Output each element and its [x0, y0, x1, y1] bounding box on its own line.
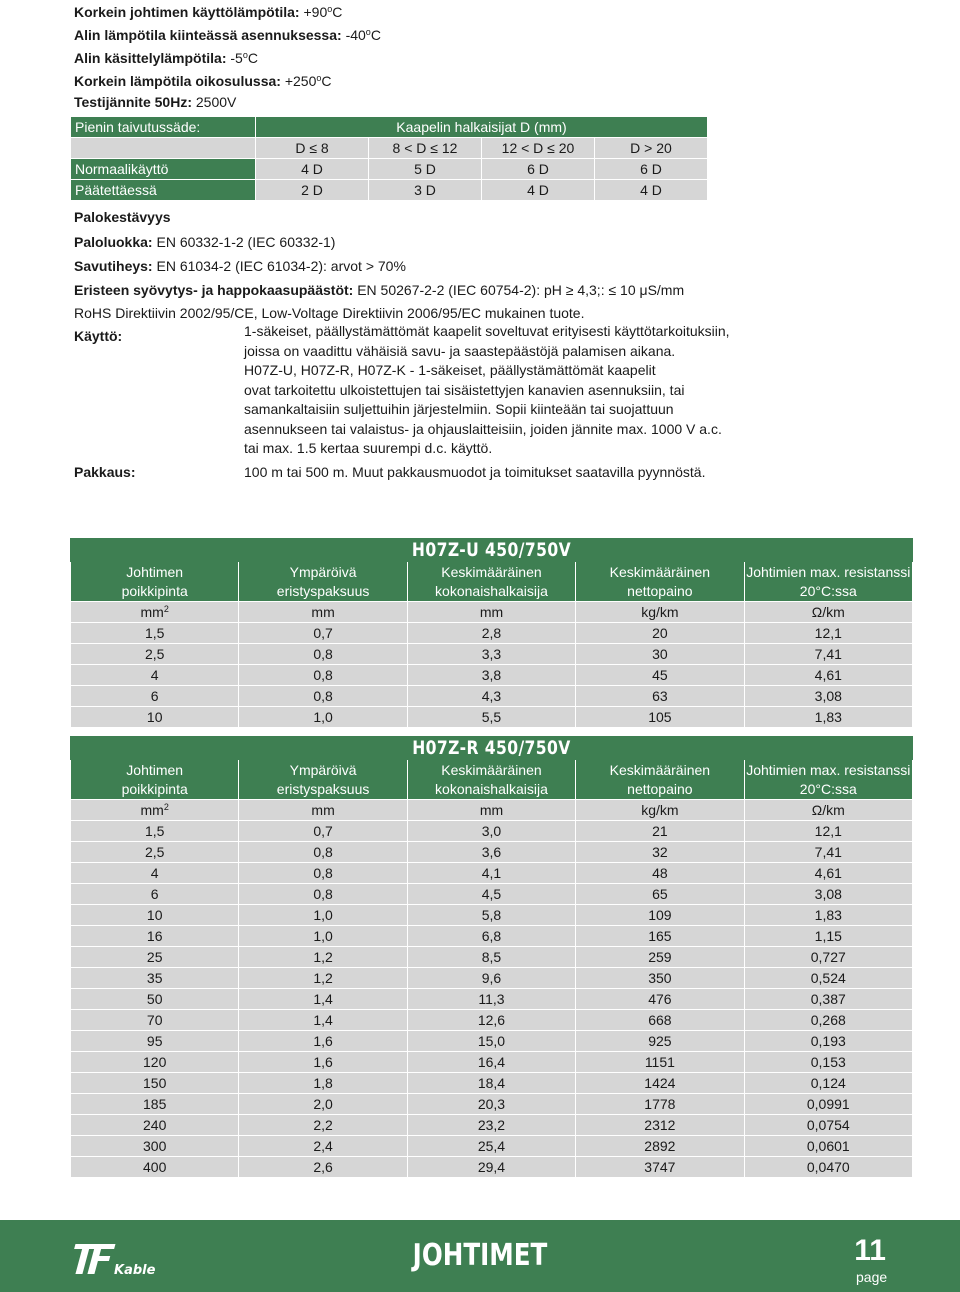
table-h07z-u — [70, 538, 913, 728]
table-cell: 25,4 — [407, 1136, 575, 1157]
table-cell: 476 — [576, 989, 744, 1010]
table-cell: 1151 — [576, 1052, 744, 1073]
table-cell: 7,41 — [744, 644, 912, 665]
units-row: $mm^2$ mm mm kg/km Ω/km — [71, 602, 913, 623]
table-cell: 16 — [71, 926, 239, 947]
table-cell: 65 — [576, 884, 744, 905]
table-row — [71, 665, 913, 686]
packing-value: 100 m tai 500 m. Muut pakkausmuodot ja toimitukset saatavilla pyynnöstä. — [244, 464, 706, 480]
spec-max-short-temp: Korkein lämpötila oikosulussa: $+250^oC$ — [74, 73, 332, 89]
table-cell: 1,83 — [744, 707, 912, 728]
col-header-diameter: Keskimääräinen kokonaishalkaisija — [407, 562, 575, 602]
table-cell: 6 — [71, 884, 239, 905]
table-cell: 9,6 — [407, 968, 575, 989]
bend-row-label: Päätettäessä — [71, 180, 256, 201]
table-cell: 0,0991 — [744, 1094, 912, 1115]
table-cell: 350 — [576, 968, 744, 989]
table-cell: 165 — [576, 926, 744, 947]
table-cell: 0,0601 — [744, 1136, 912, 1157]
spec-min-fixed-temp: Alin lämpötila kiinteässä asennuksessa: -40$^o$C — [74, 27, 381, 43]
table-cell: 10 — [71, 905, 239, 926]
bend-cell: 4 D — [256, 159, 369, 180]
table-cell: 4,1 — [407, 863, 575, 884]
table-cell: 6,8 — [407, 926, 575, 947]
col-header-cross-section: Johtimen poikkipinta — [71, 760, 239, 800]
table-cell: 2892 — [576, 1136, 744, 1157]
bend-cell: 6 D — [482, 159, 595, 180]
table-title: H07Z-U 450/750V — [70, 538, 913, 562]
units-row: $mm^2$ mm mm kg/km Ω/km — [71, 800, 913, 821]
bend-row-label: Normaalikäyttö — [71, 159, 256, 180]
table-cell: 8,5 — [407, 947, 575, 968]
table-cell: 50 — [71, 989, 239, 1010]
col-header-insulation: Ympäröivä eristyspaksuus — [239, 760, 407, 800]
bend-cell: 2 D — [256, 180, 369, 201]
table-cell: 2,4 — [239, 1136, 407, 1157]
table-cell: 0,727 — [744, 947, 912, 968]
table-cell: 2,8 — [407, 623, 575, 644]
usage-text: 1-säkeiset, päällystämättömät kaapelit soveltuvat erityisesti käyttötarkoituksiin, joissa on vaadittu vähäisiä savu- ja saastepäästöjä palamisen aikana. H07Z-U, H07Z-R, H07Z-K - 1-säkeiset, päällystämättömät kaapelit ovat tarkoitettu ulkoistettujen tai sisäistettyjen kanavien asennuksiin, tai samankaltaisiin suljettuihin järjestelmiin. Sopii kiinteään tai suojattuun asennukseen tai valaistus- ja ohjauslaitteisiin, joiden jännite max. 1000 V a.c. tai max. 1.5 kertaa suurempi d.c. käyttö. — [244, 323, 730, 456]
bend-cell: 4 D — [595, 180, 708, 201]
table-cell: 63 — [576, 686, 744, 707]
table-cell: 120 — [71, 1052, 239, 1073]
table-cell: 2,2 — [239, 1115, 407, 1136]
page-number: 11 — [854, 1234, 886, 1267]
table-cell: 4 — [71, 863, 239, 884]
table-cell: 0,8 — [239, 842, 407, 863]
page-footer — [0, 1220, 960, 1292]
table-cell: 30 — [576, 644, 744, 665]
bend-title: Pienin taivutussäde: — [71, 117, 256, 138]
spec-max-op-temp: Korkein johtimen käyttölämpötila: $+90^oC$ — [74, 4, 343, 20]
table-cell: 35 — [71, 968, 239, 989]
table-cell: 1,0 — [239, 707, 407, 728]
spec-test-voltage: Testijännite 50Hz: 2500V — [74, 94, 237, 110]
table-cell: 4,61 — [744, 665, 912, 686]
table-cell: 20 — [576, 623, 744, 644]
table-cell: 925 — [576, 1031, 744, 1052]
table-cell: 240 — [71, 1115, 239, 1136]
col-header-resistance: Johtimien max. resistanssi 20°C:ssa — [744, 562, 912, 602]
table-cell: 2,5 — [71, 842, 239, 863]
table-cell: 32 — [576, 842, 744, 863]
table-cell: 0,268 — [744, 1010, 912, 1031]
table-cell: 3747 — [576, 1157, 744, 1178]
table-cell: 3,08 — [744, 686, 912, 707]
rohs-text: RoHS Direktiivin 2002/95/CE, Low-Voltage Direktiivin 2006/95/EC mukainen tuote. — [74, 305, 585, 321]
table-cell: 3,3 — [407, 644, 575, 665]
table-cell: 150 — [71, 1073, 239, 1094]
table-cell: 1,6 — [239, 1031, 407, 1052]
table-row — [71, 926, 913, 947]
table-cell: 1424 — [576, 1073, 744, 1094]
table-cell: 1,8 — [239, 1073, 407, 1094]
table-row — [71, 884, 913, 905]
table-row — [71, 686, 913, 707]
table-cell: 0,153 — [744, 1052, 912, 1073]
table-row — [71, 842, 913, 863]
table-cell: 18,4 — [407, 1073, 575, 1094]
table-cell: 1,5 — [71, 821, 239, 842]
table-cell: 16,4 — [407, 1052, 575, 1073]
packing-label: Pakkaus: — [74, 464, 136, 480]
table-row — [71, 1073, 913, 1094]
col-header-resistance: Johtimien max. resistanssi 20°C:ssa — [744, 760, 912, 800]
svg-text:Kable: Kable — [114, 1263, 156, 1278]
table-cell: 1,0 — [239, 905, 407, 926]
fire-smoke: Savutiheys: EN 61034-2 (IEC 61034-2): arvot > 70% — [74, 258, 406, 274]
table-cell: 15,0 — [407, 1031, 575, 1052]
table-row — [71, 623, 913, 644]
table-title: H07Z-R 450/750V — [70, 736, 913, 760]
table-cell: 400 — [71, 1157, 239, 1178]
table-cell: 0,0470 — [744, 1157, 912, 1178]
table-header-row — [71, 562, 913, 602]
table-cell: 668 — [576, 1010, 744, 1031]
table-cell: 29,4 — [407, 1157, 575, 1178]
col-header-weight: Keskimääräinen nettopaino — [576, 760, 744, 800]
table-cell: 300 — [71, 1136, 239, 1157]
table-cell: 70 — [71, 1010, 239, 1031]
table-cell: 0,193 — [744, 1031, 912, 1052]
table-row — [71, 947, 913, 968]
table-cell: 1778 — [576, 1094, 744, 1115]
table-cell: 12,6 — [407, 1010, 575, 1031]
table-cell: 2312 — [576, 1115, 744, 1136]
table-cell: 0,0754 — [744, 1115, 912, 1136]
table-cell: 105 — [576, 707, 744, 728]
table-cell: 23,2 — [407, 1115, 575, 1136]
spec-min-handling-temp: Alin käsittelylämpötila: -5$^o$C — [74, 50, 258, 66]
usage-label: Käyttö: — [74, 328, 123, 344]
bend-radius-table — [70, 116, 708, 201]
table-row — [71, 1157, 913, 1178]
table-row — [71, 1031, 913, 1052]
table-cell: 0,8 — [239, 686, 407, 707]
table-cell: 0,8 — [239, 863, 407, 884]
table-cell: 2,6 — [239, 1157, 407, 1178]
table-row — [71, 968, 913, 989]
table-cell: 1,2 — [239, 968, 407, 989]
table-cell: 10 — [71, 707, 239, 728]
table-cell: 185 — [71, 1094, 239, 1115]
table-cell: 6 — [71, 686, 239, 707]
bend-col-header: 12 < D ≤ 20 — [482, 138, 595, 159]
table-cell: 1,4 — [239, 1010, 407, 1031]
table-cell: 12,1 — [744, 821, 912, 842]
col-header-weight: Keskimääräinen nettopaino — [576, 562, 744, 602]
col-header-insulation: Ympäröivä eristyspaksuus — [239, 562, 407, 602]
table-cell: 1,83 — [744, 905, 912, 926]
bend-group-header: Kaapelin halkaisijat D (mm) — [256, 117, 708, 138]
bend-col-header: 8 < D ≤ 12 — [369, 138, 482, 159]
table-cell: 2,5 — [71, 644, 239, 665]
bend-cell: 5 D — [369, 159, 482, 180]
table-cell: 12,1 — [744, 623, 912, 644]
bend-cell: 4 D — [482, 180, 595, 201]
table-row — [71, 644, 913, 665]
table-row — [71, 863, 913, 884]
table-cell: 11,3 — [407, 989, 575, 1010]
table-cell: 0,387 — [744, 989, 912, 1010]
table-header-row — [71, 760, 913, 800]
bend-cell: 6 D — [595, 159, 708, 180]
fire-corrosive: Eristeen syövytys- ja happokaasupäästöt: EN 50267-2-2 (IEC 60754-2): pH ≥ 4,3;: ≤ 10 μS/mm — [74, 282, 685, 298]
table-cell: 259 — [576, 947, 744, 968]
table-row — [71, 905, 913, 926]
bend-col-header: D ≤ 8 — [256, 138, 369, 159]
table-cell: 4,61 — [744, 863, 912, 884]
table-cell: 1,5 — [71, 623, 239, 644]
table-cell: 3,8 — [407, 665, 575, 686]
footer-title: JOHTIMET — [412, 1238, 548, 1273]
table-cell: 48 — [576, 863, 744, 884]
table-cell: 3,0 — [407, 821, 575, 842]
table-cell: 3,6 — [407, 842, 575, 863]
table-cell: 95 — [71, 1031, 239, 1052]
table-row — [71, 707, 913, 728]
fire-class: Paloluokka: EN 60332-1-2 (IEC 60332-1) — [74, 234, 336, 250]
table-cell: 1,4 — [239, 989, 407, 1010]
col-header-cross-section: Johtimen poikkipinta — [71, 562, 239, 602]
table-row — [71, 1136, 913, 1157]
table-cell: 0,8 — [239, 665, 407, 686]
table-row — [71, 1010, 913, 1031]
table-cell: 45 — [576, 665, 744, 686]
table-cell: 4,3 — [407, 686, 575, 707]
table-cell: 4 — [71, 665, 239, 686]
table-cell: 1,6 — [239, 1052, 407, 1073]
table-cell: 0,8 — [239, 884, 407, 905]
table-cell: 0,8 — [239, 644, 407, 665]
table-cell: 0,124 — [744, 1073, 912, 1094]
table-cell: 109 — [576, 905, 744, 926]
bend-col-header: D > 20 — [595, 138, 708, 159]
table-cell: 5,5 — [407, 707, 575, 728]
table-row — [71, 821, 913, 842]
table-row — [71, 1094, 913, 1115]
table-cell: 4,5 — [407, 884, 575, 905]
bend-row — [71, 180, 708, 201]
table-cell: 1,2 — [239, 947, 407, 968]
table-cell: 7,41 — [744, 842, 912, 863]
fire-heading: Palokestävyys — [74, 209, 171, 225]
col-header-diameter: Keskimääräinen kokonaishalkaisija — [407, 760, 575, 800]
table-row — [71, 1052, 913, 1073]
table-cell: 0,7 — [239, 821, 407, 842]
table-h07z-r — [70, 736, 913, 1178]
table-cell: 21 — [576, 821, 744, 842]
table-cell: 0,524 — [744, 968, 912, 989]
table-row — [71, 989, 913, 1010]
table-row — [71, 1115, 913, 1136]
table-cell: 1,15 — [744, 926, 912, 947]
bend-cell: 3 D — [369, 180, 482, 201]
table-cell: 2,0 — [239, 1094, 407, 1115]
table-cell: 0,7 — [239, 623, 407, 644]
table-cell: 25 — [71, 947, 239, 968]
table-cell: 20,3 — [407, 1094, 575, 1115]
page-label: page — [856, 1269, 888, 1285]
bend-row — [71, 159, 708, 180]
table-cell: 1,0 — [239, 926, 407, 947]
table-cell: 3,08 — [744, 884, 912, 905]
table-cell: 5,8 — [407, 905, 575, 926]
